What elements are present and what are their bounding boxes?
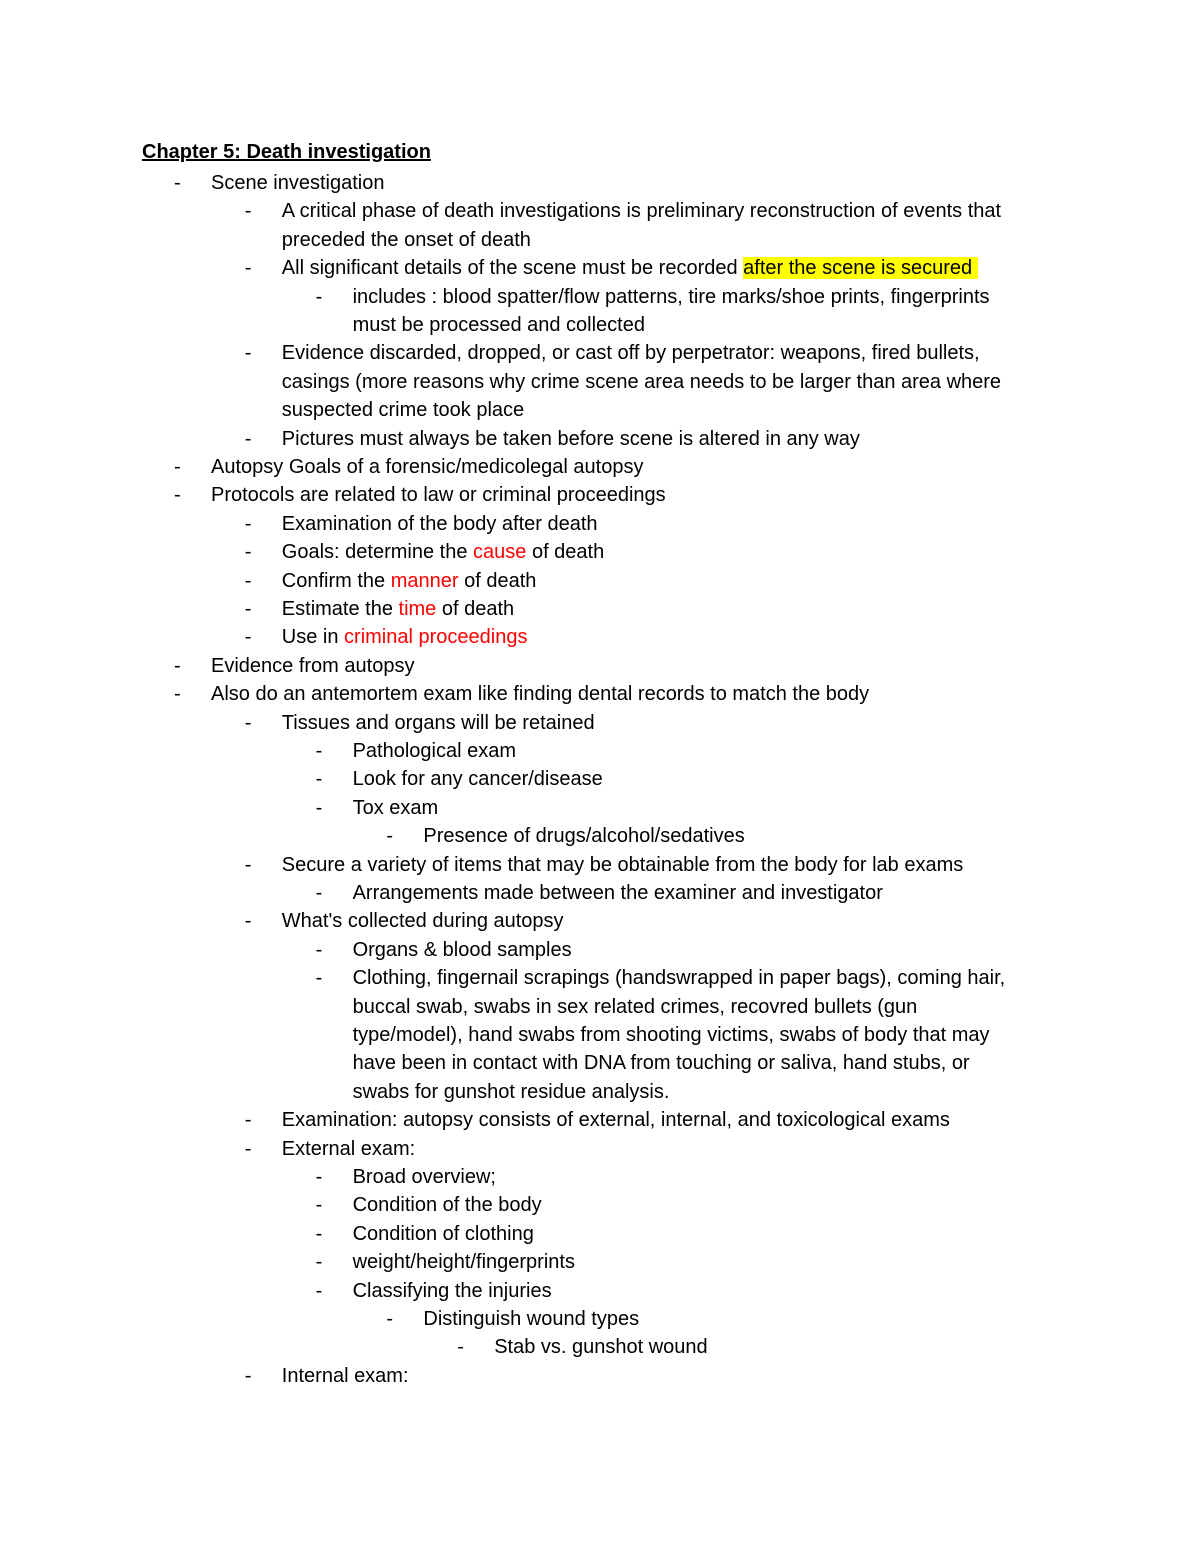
list-item-text bbox=[282, 851, 963, 879]
list-item-continuation bbox=[0, 1049, 1200, 1077]
list-item-text bbox=[282, 709, 595, 737]
bullet-dash: - bbox=[244, 541, 252, 564]
bullet-dash: - bbox=[174, 654, 181, 677]
text-segment: suspected crime took place bbox=[281, 399, 525, 422]
text-segment: Tissues and organs will be retained bbox=[281, 711, 595, 734]
list-item-continuation bbox=[0, 226, 1200, 254]
text-segment: preceded the onset of death bbox=[281, 228, 531, 251]
list-item-text bbox=[353, 794, 439, 822]
text-segment: Examination of the body after death bbox=[281, 512, 598, 535]
list-item-text bbox=[211, 680, 869, 708]
list-item bbox=[0, 822, 1200, 850]
list-item bbox=[0, 936, 1200, 964]
text-segment: Goals: determine the bbox=[281, 541, 474, 564]
text-segment: Protocols are related to law or criminal proceedings bbox=[211, 484, 666, 507]
list-item bbox=[0, 680, 1200, 708]
list-item-text bbox=[282, 595, 514, 623]
text-segment: Pictures must always be taken before scene is altered in any way bbox=[281, 427, 860, 450]
list-item-text bbox=[282, 226, 531, 254]
bullet-dash: - bbox=[315, 1279, 323, 1302]
list-item-text bbox=[423, 822, 744, 850]
list-item-text bbox=[353, 1078, 670, 1106]
text-segment: Condition of clothing bbox=[352, 1222, 534, 1245]
list-item bbox=[0, 595, 1200, 623]
highlighted-text: after the scene is secured bbox=[743, 257, 978, 279]
bullet-dash: - bbox=[244, 427, 252, 450]
text-segment: casings (more reasons why crime scene area needs to be larger than area where bbox=[281, 370, 1002, 393]
list-item-text bbox=[282, 1135, 415, 1163]
text-segment: includes : blood spatter/flow patterns, tire marks/shoe prints, fingerprints bbox=[352, 285, 990, 308]
bullet-dash: - bbox=[244, 257, 252, 280]
bullet-dash: - bbox=[315, 882, 323, 904]
list-item-text bbox=[353, 1021, 990, 1049]
list-item-text bbox=[211, 169, 384, 197]
list-item-text bbox=[211, 652, 414, 680]
text-segment: Tox exam bbox=[352, 796, 439, 819]
text-segment: Distinguish wound types bbox=[423, 1308, 640, 1330]
text-segment: Estimate the bbox=[281, 598, 399, 620]
bullet-dash: - bbox=[315, 1166, 323, 1188]
bullet-dash: - bbox=[244, 598, 252, 620]
list-item bbox=[0, 964, 1200, 992]
text-segment: Condition of the body bbox=[352, 1194, 542, 1217]
list-item-continuation bbox=[0, 368, 1200, 396]
list-item bbox=[0, 197, 1200, 225]
list-item-text bbox=[353, 964, 1006, 992]
bullet-dash: - bbox=[244, 711, 252, 734]
list-item-text bbox=[282, 538, 604, 566]
bullet-dash: - bbox=[174, 456, 181, 478]
list-item bbox=[0, 1220, 1200, 1248]
text-segment: Organs & blood samples bbox=[352, 938, 572, 961]
emphasis-text: time bbox=[398, 598, 437, 620]
emphasis-text: manner bbox=[390, 569, 459, 592]
bullet-dash: - bbox=[244, 853, 252, 876]
bullet-dash: - bbox=[174, 484, 181, 507]
bullet-dash: - bbox=[244, 569, 252, 592]
bullet-dash: - bbox=[457, 1336, 464, 1359]
emphasis-text: criminal proceedings bbox=[344, 626, 528, 649]
list-item-text bbox=[353, 311, 645, 339]
list-item bbox=[0, 481, 1200, 509]
bullet-dash: - bbox=[315, 1222, 323, 1245]
text-segment: Internal exam: bbox=[281, 1364, 409, 1387]
text-segment: Look for any cancer/disease bbox=[352, 768, 603, 791]
text-segment: Evidence from autopsy bbox=[211, 654, 415, 677]
bullet-dash: - bbox=[315, 768, 323, 791]
text-segment: Confirm the bbox=[281, 569, 391, 592]
list-item bbox=[0, 510, 1200, 538]
list-item-text bbox=[282, 339, 980, 367]
list-item bbox=[0, 1333, 1200, 1361]
list-item bbox=[0, 1305, 1200, 1333]
page-title: Chapter 5: Death investigation bbox=[142, 141, 431, 163]
list-item bbox=[0, 765, 1200, 793]
list-item bbox=[0, 1362, 1200, 1390]
list-item bbox=[0, 737, 1200, 765]
list-item bbox=[0, 879, 1200, 907]
list-item bbox=[0, 1163, 1200, 1191]
list-item-text bbox=[282, 368, 1001, 396]
list-item-text bbox=[282, 1106, 950, 1134]
text-segment: Clothing, fingernail scrapings (handswrapped in paper bags), coming hair, bbox=[352, 967, 1006, 990]
list-item bbox=[0, 538, 1200, 566]
list-item-text bbox=[353, 936, 572, 964]
list-item-text bbox=[282, 510, 598, 538]
list-item-text bbox=[353, 1220, 534, 1248]
list-item bbox=[0, 169, 1200, 197]
bullet-dash: - bbox=[244, 910, 252, 933]
text-segment: swabs for gunshot residue analysis. bbox=[352, 1080, 670, 1103]
bullet-dash: - bbox=[386, 1308, 394, 1330]
text-segment: Presence of drugs/alcohol/sedatives bbox=[423, 825, 745, 848]
list-item-text bbox=[282, 567, 537, 595]
text-segment: of death bbox=[458, 569, 537, 592]
text-segment: Examination: autopsy consists of external, internal, and toxicological exams bbox=[281, 1109, 950, 1132]
list-item-text bbox=[282, 396, 524, 424]
list-item-text bbox=[353, 993, 918, 1021]
list-item-text bbox=[423, 1305, 639, 1333]
text-segment: of death bbox=[436, 598, 515, 620]
bullet-dash: - bbox=[244, 1109, 252, 1132]
list-item-text bbox=[353, 283, 990, 311]
list-item-continuation bbox=[0, 311, 1200, 339]
text-segment: Use in bbox=[281, 626, 345, 649]
text-segment: Scene investigation bbox=[211, 172, 385, 194]
text-segment: External exam: bbox=[281, 1137, 416, 1160]
list-item bbox=[0, 1135, 1200, 1163]
text-segment: Evidence discarded, dropped, or cast off by perpetrator: weapons, fired bullets, bbox=[281, 342, 980, 365]
bullet-dash: - bbox=[244, 626, 252, 649]
list-item bbox=[0, 652, 1200, 680]
text-segment: type/model), hand swabs from shooting victims, swabs of body that may bbox=[352, 1024, 990, 1046]
list-item bbox=[0, 851, 1200, 879]
text-segment: What's collected during autopsy bbox=[281, 910, 564, 933]
list-item bbox=[0, 1277, 1200, 1305]
bullet-dash: - bbox=[174, 683, 181, 706]
list-item-continuation bbox=[0, 1078, 1200, 1106]
list-item-text bbox=[282, 197, 1001, 225]
list-item-text bbox=[494, 1333, 707, 1361]
text-segment: A critical phase of death investigations is preliminary reconstruction of events that bbox=[281, 200, 1002, 223]
text-segment: Arrangements made between the examiner and investigator bbox=[352, 882, 883, 904]
list-item bbox=[0, 567, 1200, 595]
list-item bbox=[0, 453, 1200, 481]
list-item-text bbox=[282, 907, 564, 935]
bullet-dash: - bbox=[174, 172, 181, 194]
list-item-text bbox=[211, 453, 643, 481]
bullet-dash: - bbox=[244, 1137, 252, 1160]
list-item-text bbox=[353, 1191, 542, 1219]
list-item bbox=[0, 794, 1200, 822]
list-item bbox=[0, 1248, 1200, 1276]
list-item-text bbox=[353, 765, 603, 793]
bullet-dash: - bbox=[315, 938, 323, 961]
list-item bbox=[0, 339, 1200, 367]
bullet-dash: - bbox=[315, 285, 323, 308]
list-item-text bbox=[282, 254, 978, 282]
list-item-text bbox=[353, 1277, 552, 1305]
list-item bbox=[0, 623, 1200, 651]
text-segment: All significant details of the scene must be recorded bbox=[281, 257, 744, 280]
list-item-text bbox=[282, 1362, 409, 1390]
list-item bbox=[0, 709, 1200, 737]
emphasis-text: cause bbox=[473, 541, 527, 564]
bullet-dash: - bbox=[315, 796, 323, 819]
list-item bbox=[0, 1106, 1200, 1134]
list-item-text bbox=[353, 737, 516, 765]
list-item bbox=[0, 254, 1200, 282]
text-segment: Classifying the injuries bbox=[352, 1279, 552, 1302]
list-item-text bbox=[211, 481, 666, 509]
text-segment: Also do an antemortem exam like finding dental records to match the body bbox=[211, 683, 870, 706]
list-item-text bbox=[353, 1049, 970, 1077]
list-item-text bbox=[353, 879, 883, 907]
text-segment: weight/height/fingerprints bbox=[352, 1251, 575, 1274]
bullet-dash: - bbox=[315, 1194, 323, 1217]
bullet-dash: - bbox=[244, 342, 252, 365]
list-item-text bbox=[353, 1248, 575, 1276]
bullet-dash: - bbox=[315, 967, 323, 990]
bullet-dash: - bbox=[315, 1251, 323, 1274]
text-segment: Secure a variety of items that may be obtainable from the body for lab exams bbox=[281, 853, 964, 876]
bullet-dash: - bbox=[244, 1364, 252, 1387]
list-item bbox=[0, 1191, 1200, 1219]
list-item-continuation bbox=[0, 993, 1200, 1021]
text-segment: Autopsy Goals of a forensic/medicolegal autopsy bbox=[211, 456, 644, 478]
list-item-text bbox=[282, 623, 528, 651]
text-segment: of death bbox=[526, 541, 605, 564]
text-segment: Stab vs. gunshot wound bbox=[494, 1336, 708, 1359]
text-segment: have been in contact with DNA from touching or saliva, hand stubs, or bbox=[352, 1052, 970, 1075]
text-segment: must be processed and collected bbox=[352, 314, 645, 336]
text-segment: Broad overview; bbox=[352, 1166, 496, 1188]
text-segment: Pathological exam bbox=[352, 740, 517, 762]
list-item bbox=[0, 425, 1200, 453]
text-segment: buccal swab, swabs in sex related crimes, recovred bullets (gun bbox=[352, 995, 918, 1018]
list-item-text bbox=[353, 1163, 496, 1191]
list-item bbox=[0, 907, 1200, 935]
bullet-dash: - bbox=[386, 825, 394, 848]
list-item-text bbox=[282, 425, 860, 453]
list-item-continuation bbox=[0, 1021, 1200, 1049]
list-item bbox=[0, 283, 1200, 311]
bullet-dash: - bbox=[315, 740, 323, 762]
list-item-continuation bbox=[0, 396, 1200, 424]
bullet-dash: - bbox=[244, 512, 252, 535]
bullet-dash: - bbox=[244, 200, 252, 223]
